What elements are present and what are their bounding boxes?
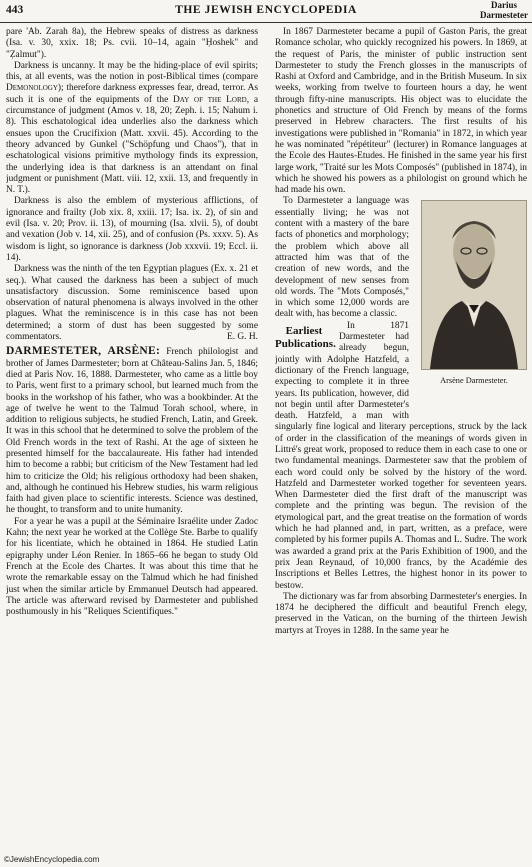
paragraph: To Darmesteter a language was essentially living; he was not content with a mastery of the bare facts of phonetics and morphology; the problem which above all attracted him was that of the creation of new words, and the development of new senses from old words. The "Mots Composés," in which some 12,000 words are dealt with, has become a classic. <box>275 196 409 320</box>
paragraph: In 1871 Darmesteter had already begun, jointly with Adolphe Hatzfeld, a dictionary of the French language, expecting to complete it in three years. Its publication, however, did not begin until after Darmesteter's death. Hatzfeld, a man with singularly fine logical and literary perceptions, struck by the lack of order in the classification of the meanings of words given in Littré's great work, proposed to reduce them in each case to one or two fundamental meanings. Darmesteter saw that the problem of each word could only be solved by the history of the word. Hatzfeld and Darmesteter worked together for seventeen years. When Darmesteter died the first draft of the manuscript was complete and the printing was begun. The revision of the etymological part, and the great treatise on the formation of words which he had planned and, in part, written, as a preface, were completed by his former pupils A. Thomas and L. Sudre. The work was awarded a grand prix at the Paris Exhibition of 1900, and the prix Jean Reynaud, of 10,000 francs, by the Académie des Inscriptions et Belles Lettres, the highest honor in its power to bestow. <box>275 320 527 591</box>
paragraph <box>275 27 527 196</box>
text-run: ); therefore darkness expresses fear, dread, terror. As such it is one of the equipments of the <box>6 83 258 105</box>
margin-note: Earliest Publications. <box>275 324 336 350</box>
page-header <box>0 0 532 23</box>
running-head-first: Darius <box>491 0 518 10</box>
running-head-last: Darmesteter <box>480 9 528 20</box>
publication-title: THE JEWISH ENCYCLOPEDIA <box>175 4 357 16</box>
right-column <box>275 27 527 853</box>
text-run: Darkness is uncanny. It may be the hiding-place of evil spirits; this, at all events, was the notion in post-Biblical times (compare <box>6 60 258 83</box>
cross-reference: Day of the Lord <box>173 94 247 105</box>
text-run: , a circumstance of judgment (Amos v. 18, 20; Zeph. i. 15; Nahum i. 8). This eschatological idea underlies also the darkness which ensues upon the Crucifixion (Matt. xxvii. 45). According to the theory advanced by Gunkel ("Schöpfung und Chaos"), that in eschatological visions primitive mythology finds its expression, the underlying idea is that darkness is an attendant on final judgment or punishment (Matt. viii. 12, xxii. 13, and frequently in N. T.). <box>6 94 258 196</box>
portrait-illustration <box>422 201 526 369</box>
portrait-image <box>421 200 527 370</box>
cross-reference: Demonology <box>6 83 58 94</box>
text-run: French philologist and brother of James Darmesteter; born at Château-Salins Jan. 5, 1846; died at Paris Nov. 16, 1888. Darmesteter, who came as a little boy to Paris, went first to a primary school, but learned much from the books in the workshop of his father, who was a bookbinder. At the age of twelve he went to the Talmud Torah school, where, in addition to religious subjects, he studied French, Latin, and Greek. It was in this school that he determined to solve the problem of the Old French words in the text of Rashi. At the age of sixteen he presented himself for the baccalaureate. His father had intended him to become a rabbi; but criticism of the New Testament had led him to criticize the Old; his religious orthodoxy had been shaken, and, although he continued his Hebrew studies, his warm religious faith had given place to scientific interests. Science was destined, he thought, to transform and to unite humanity. <box>6 347 258 516</box>
entry-paragraph <box>6 346 258 516</box>
entry-heading: DARMESTETER, ARSÈNE: <box>6 345 161 358</box>
page-number: 443 <box>6 4 24 16</box>
paragraph <box>6 61 258 197</box>
running-head <box>480 1 528 20</box>
footer-credit: ©JewishEncyclopedia.com <box>4 855 100 864</box>
paragraph: pare 'Ab. Zarah 8a), the Hebrew speaks of distress as darkness (Isa. v. 30, xxix. 18; Ps. cvii. 10–14, again "Ḥoshek" and "Ẓalmut"). <box>6 27 258 60</box>
portrait-caption: Arsène Darmesteter. <box>440 376 508 386</box>
author-signature: E. G. H. <box>227 332 258 343</box>
paragraph: Darkness is also the emblem of mysterious afflictions, of ignorance and frailty (Job xix. 8, xxiii. 17; Isa. ix. 2), of sin and evil (Isa. v. 20; Prov. ii. 13), of mourning (Isa. xlvii. 5), of doubt and vexation (Job v. 14, xii. 25), and of confusion (Ps. xxxv. 5). As wisdom is light, so ignorance is darkness (Job xxxvii. 19; Eccl. ii. 14). <box>6 196 258 263</box>
left-column <box>6 27 258 853</box>
text-run: In 1867 Darmesteter became a pupil of Gaston Paris, the great Romance scholar, who quickly recognized his powers. In 1869, at the request of Paris, the minister of public instruction sent Darmesteter to study the French glosses in the manuscripts of Rashi at Oxford and Cambridge, and in the British Museum. In six weeks, working from twelve to fourteen hours a day, he went through fifty-nine manuscripts. His object was to elucidate the phonetics and structure of Old French by means of the forms preserved in Hebrew characters. The first results of his investigations were published in "Romania" in 1872, in which year he was nominated "répétiteur" (lecturer) in Romance languages at the Ecole des Hautes-Etudes. He finished in the same year his first large work, "Traité sur les Mots Composés" (published in 1874), in which he showed his powers as a philologist on ground which he had made his own. <box>275 27 527 196</box>
paragraph: For a year he was a pupil at the Séminaire Israélite under Zadoc Kahn; the next year he worked at the Collège Ste. Barbe to qualify for his licentiate, which he obtained in 1864. He studied Latin epigraphy under Léon Renier. In 1865–66 he began to study Old French at the Ecole des Chartes. It was about this time that he wrote the remarkable essay on the Talmud which he had finished just when the similar article by Emmanuel Deutsch had appeared. The article was afterward revised by Darmesteter and published posthumously in his "Reliques Scientifiques." <box>6 516 258 618</box>
portrait-figure <box>415 198 527 410</box>
paragraph: The dictionary was far from absorbing Darmesteter's energies. In 1874 he deciphered the difficult and beautiful French elegy, preserved in the Vatican, on the burning of the thirteen Jewish martyrs at Troyes in 1288. In the same year he <box>275 591 527 636</box>
paragraph: Darkness was the ninth of the ten Egyptian plagues (Ex. x. 21 et seq.). What caused the darkness has been a subject of much unsatisfactory discussion. Some reminiscence based upon observation of natural phenomena is always involved in the other plagues. What the reminiscence is in this case has not been determined; a storm of dust has been suggested by some commentators. <box>6 264 258 343</box>
